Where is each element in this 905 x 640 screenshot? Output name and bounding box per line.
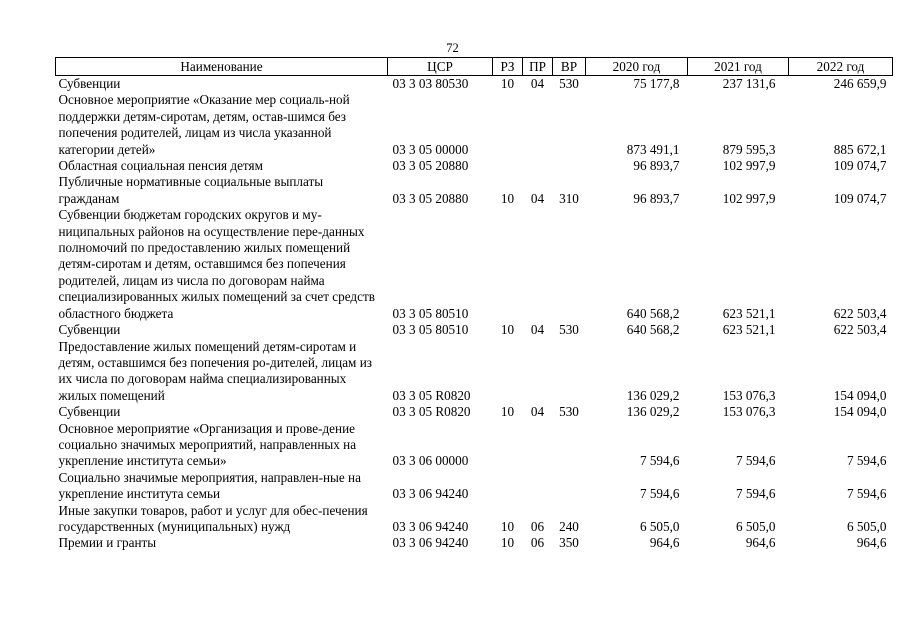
cell-2022: 154 094,0	[833, 404, 887, 420]
cell-pr: 06	[530, 518, 545, 534]
cell-vr	[553, 339, 586, 405]
cell-pr: 04	[530, 322, 545, 338]
cell-2021: 7 594,6	[735, 486, 776, 502]
table-row	[56, 404, 893, 420]
cell-rz: 10	[500, 76, 515, 91]
header-pr: ПР	[523, 58, 553, 76]
cell-rz	[493, 470, 523, 503]
cell-rz	[493, 421, 523, 470]
cell-name: Иные закупки товаров, работ и услуг для обес-печения государственных (муниципальных) нужд	[58, 502, 368, 534]
cell-pr	[523, 158, 553, 174]
cell-csr: 03 3 06 94240	[392, 486, 469, 502]
cell-name: Основное мероприятие «Организация и прове-дение социально значимых мероприятий, направленных на укрепление института семьи»	[58, 420, 357, 469]
cell-rz	[493, 339, 523, 405]
cell-2021: 153 076,3	[722, 387, 776, 403]
cell-rz: 10	[500, 190, 515, 206]
cell-2022: 246 659,9	[833, 76, 887, 91]
cell-2022: 622 503,4	[833, 305, 887, 321]
cell-2021: 153 076,3	[722, 404, 776, 420]
cell-vr: 310	[559, 190, 579, 206]
cell-2020: 640 568,2	[626, 305, 680, 321]
cell-csr: 03 3 03 80530	[392, 76, 469, 91]
cell-2022: 622 503,4	[833, 322, 887, 338]
cell-vr	[553, 92, 586, 158]
cell-2022: 6 505,0	[846, 518, 887, 534]
header-2022: 2022 год	[789, 58, 893, 76]
cell-2021: 102 997,9	[722, 158, 776, 174]
table-row	[56, 535, 893, 551]
cell-csr: 03 3 06 00000	[392, 453, 469, 469]
cell-rz: 10	[500, 322, 515, 338]
cell-name: Субвенции	[58, 404, 121, 420]
cell-csr: 03 3 05 00000	[392, 141, 469, 157]
cell-2021: 623 521,1	[722, 305, 776, 321]
cell-pr	[523, 470, 553, 503]
header-rz: РЗ	[493, 58, 523, 76]
cell-pr	[523, 421, 553, 470]
cell-pr: 04	[530, 404, 545, 420]
cell-2021: 623 521,1	[722, 322, 776, 338]
cell-vr: 530	[559, 76, 579, 91]
cell-vr	[553, 470, 586, 503]
cell-vr: 530	[559, 404, 579, 420]
page-number: 72	[446, 41, 459, 55]
cell-2022: 154 094,0	[833, 387, 887, 403]
header-2021: 2021 год	[688, 58, 789, 76]
cell-2020: 7 594,6	[639, 486, 680, 502]
cell-pr: 04	[530, 190, 545, 206]
table-row	[56, 207, 893, 322]
table-row	[56, 174, 893, 207]
table-row	[56, 92, 893, 158]
cell-pr	[523, 339, 553, 405]
cell-name: Субвенции	[58, 322, 121, 338]
cell-2020: 75 177,8	[633, 76, 680, 91]
cell-2020: 136 029,2	[626, 404, 680, 420]
cell-vr: 240	[559, 518, 579, 534]
header-2020: 2020 год	[586, 58, 688, 76]
cell-csr: 03 3 05 20880	[392, 190, 469, 206]
cell-csr: 03 3 06 94240	[392, 518, 469, 534]
table-header-row	[56, 58, 893, 76]
cell-csr: 03 3 05 80510	[392, 322, 469, 338]
cell-2022: 885 672,1	[833, 141, 887, 157]
cell-2020: 96 893,7	[633, 158, 680, 174]
cell-2022: 7 594,6	[846, 453, 887, 469]
cell-rz	[493, 92, 523, 158]
cell-name: Субвенции бюджетам городских округов и му-ниципальных районов на осуществление пере-данных полномочий по предоставлению жилых помещений детям-сиротам и детям, оставшимся без попечения родителей, лицам из числа по договорам найма специализированных жилых помещений за счет средств областного бюджета	[58, 207, 375, 321]
cell-2020: 136 029,2	[626, 387, 680, 403]
cell-rz: 10	[500, 404, 515, 420]
cell-2022: 964,6	[856, 535, 887, 551]
table-row	[56, 421, 893, 470]
header-vr: ВР	[553, 58, 586, 76]
cell-rz	[493, 207, 523, 322]
cell-2021: 102 997,9	[722, 190, 776, 206]
table-row	[56, 503, 893, 536]
cell-2021: 964,6	[745, 535, 776, 551]
cell-vr	[553, 158, 586, 174]
cell-pr: 06	[530, 535, 545, 551]
cell-name: Субвенции	[58, 76, 121, 91]
cell-2020: 873 491,1	[626, 141, 680, 157]
cell-rz	[493, 158, 523, 174]
cell-2020: 640 568,2	[626, 322, 680, 338]
header-name: Наименование	[56, 58, 388, 76]
cell-2020: 7 594,6	[639, 453, 680, 469]
table-body	[56, 76, 893, 552]
cell-csr: 03 3 05 R0820	[392, 387, 471, 403]
cell-name: Предоставление жилых помещений детям-сиротам и детям, оставшимся без попечения ро-дителей, лицам из их числа по договорам найма специализированных жилых помещений	[58, 338, 372, 403]
table-row	[56, 470, 893, 503]
cell-csr: 03 3 05 20880	[392, 158, 469, 174]
cell-vr	[553, 421, 586, 470]
table-row	[56, 339, 893, 405]
cell-pr: 04	[530, 76, 545, 91]
cell-2021: 237 131,6	[722, 76, 776, 91]
cell-pr	[523, 207, 553, 322]
cell-rz: 10	[500, 535, 515, 551]
header-csr: ЦСР	[388, 58, 493, 76]
cell-name: Публичные нормативные социальные выплаты гражданам	[58, 174, 324, 206]
cell-csr: 03 3 05 R0820	[392, 404, 471, 420]
cell-name: Социально значимые мероприятия, направлен-ные на укрепление института семьи	[58, 469, 361, 502]
cell-2022: 109 074,7	[833, 158, 887, 174]
cell-2021: 6 505,0	[735, 518, 776, 534]
cell-vr	[553, 207, 586, 322]
cell-csr: 03 3 05 80510	[392, 305, 469, 321]
cell-vr: 530	[559, 322, 579, 338]
cell-csr: 03 3 06 94240	[392, 535, 469, 551]
table-row	[56, 76, 893, 93]
cell-2022: 109 074,7	[833, 190, 887, 206]
cell-2021: 7 594,6	[735, 453, 776, 469]
cell-2022: 7 594,6	[846, 486, 887, 502]
cell-name: Основное мероприятие «Оказание мер социаль-ной поддержки детям-сиротам, детям, остав-шимся без попечения родителей, лицам из числа указанной категории детей»	[58, 92, 350, 157]
cell-pr	[523, 92, 553, 158]
cell-2020: 6 505,0	[639, 518, 680, 534]
cell-name: Премии и гранты	[58, 535, 157, 551]
cell-name: Областная социальная пенсия детям	[58, 158, 263, 174]
cell-vr: 350	[559, 535, 579, 551]
cell-2020: 964,6	[649, 535, 680, 551]
cell-2020: 96 893,7	[633, 190, 680, 206]
cell-2021: 879 595,3	[722, 141, 776, 157]
cell-rz: 10	[500, 518, 515, 534]
budget-table	[55, 57, 893, 552]
table-row	[56, 322, 893, 338]
table-row	[56, 158, 893, 174]
